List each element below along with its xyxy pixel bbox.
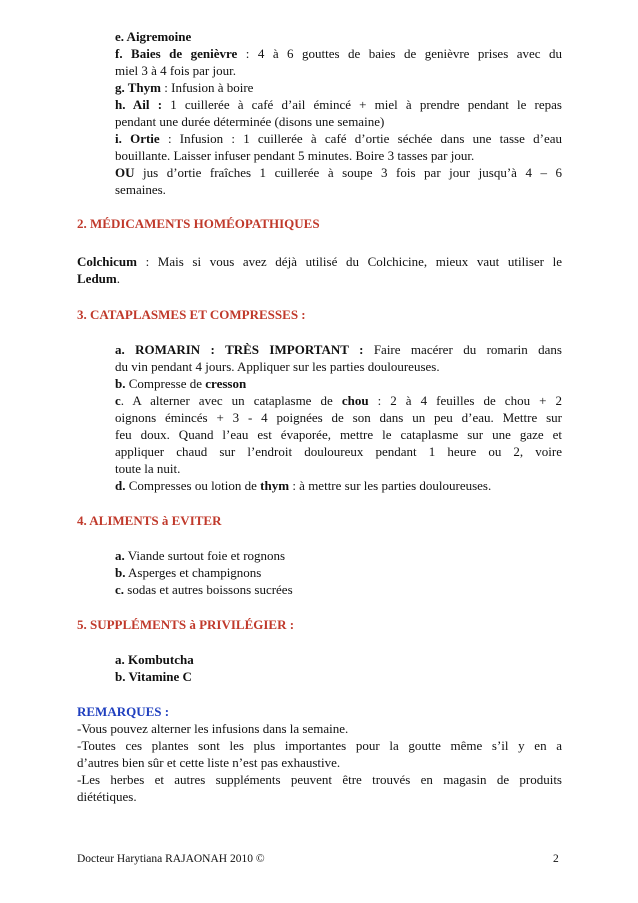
section-3-b: b. Compresse de cresson	[115, 376, 247, 391]
item-g	[115, 79, 562, 96]
colchicum-term: Colchicum	[77, 254, 137, 269]
section-3-heading: 3. CATAPLASMES ET COMPRESSES :	[77, 307, 306, 322]
item-h-line2: pendant une durée déterminée (disons une semaine)	[115, 114, 385, 129]
item-e	[115, 28, 562, 45]
remarks-line5: diététiques.	[77, 789, 137, 804]
item-i-line1	[115, 130, 562, 147]
item-f-title: f. Baies de genièvre	[115, 46, 238, 61]
remarks-line3: d’autres bien sûr et cette liste n’est pas exhaustive.	[77, 755, 341, 770]
section-3-c-line5: toute la nuit.	[115, 461, 181, 476]
section-5-a: a. Kombutcha	[115, 652, 194, 667]
remarks-line4: -Les herbes et autres suppléments peuvent être trouvés en magasin de produits	[77, 772, 562, 787]
item-e-title: e. Aigremoine	[115, 29, 192, 44]
item-g-title: g. Thym	[115, 80, 161, 95]
item-ou-line2: semaines.	[115, 182, 166, 197]
section-2-text1: : Mais si vous avez déjà utilisé du Colchicine, mieux vaut utiliser le	[136, 254, 562, 269]
section-2-line2: Ledum.	[77, 271, 120, 286]
item-f-line2: miel 3 à 4 fois par jour.	[115, 63, 236, 78]
item-ou-text1: jus d’ortie fraîches 1 cuillerée à soupe 3 fois par jour jusqu’à 4 – 6	[134, 165, 562, 180]
section-5-b: b. Vitamine C	[115, 669, 192, 684]
section-3-c-line3: feu doux. Quand l’eau est évaporée, mettre le cataplasme sur une gaze et	[115, 427, 562, 442]
section-3-c-line1: c. A alterner avec un cataplasme de chou : 2 à 4 feuilles de chou + 2	[115, 393, 562, 408]
item-i-text1: : Infusion : 1 cuillerée à café d’ortie séchée dans une tasse d’eau	[159, 131, 562, 146]
page-number: 2	[553, 853, 559, 865]
section-3-c-line2: oignons émincés + 3 - 4 poignées de son dans un peu d’eau. Mettre sur	[115, 410, 562, 425]
romarin-title: a. ROMARIN : TRÈS IMPORTANT :	[115, 342, 364, 357]
item-h-title: h. Ail :	[115, 97, 163, 112]
cresson-term: cresson	[205, 376, 247, 391]
footer-author: Docteur Harytiana RAJAONAH 2010 ©	[77, 853, 265, 865]
item-ou-line1	[115, 164, 562, 181]
chou-term: chou	[341, 393, 369, 408]
section-4-c: c. sodas et autres boissons sucrées	[115, 582, 293, 597]
section-3-d: d. Compresses ou lotion de thym : à mettre sur les parties douloureuses.	[115, 478, 492, 493]
section-4-b: b. Asperges et champignons	[115, 565, 262, 580]
remarks-heading: REMARQUES :	[77, 704, 170, 719]
section-4-a: a. Viande surtout foie et rognons	[115, 548, 286, 563]
section-3-a-line2: du vin pendant 4 jours. Appliquer sur les parties douloureuses.	[115, 359, 440, 374]
item-f-line1	[115, 45, 562, 62]
section-5-heading: 5. SUPPLÉMENTS à PRIVILÉGIER :	[77, 617, 295, 632]
section-3-a-line1: a. ROMARIN : TRÈS IMPORTANT : Faire macérer du romarin dans	[115, 342, 562, 357]
ledum-term: Ledum	[77, 271, 117, 286]
item-i-title: i. Ortie	[115, 131, 160, 146]
item-ou-title: OU	[115, 165, 135, 180]
item-h-text1: 1 cuillerée à café d’ail émincé + miel à prendre pendant le repas	[162, 97, 562, 112]
remarks-line1: -Vous pouvez alterner les infusions dans la semaine.	[77, 721, 349, 736]
remarks-line2: -Toutes ces plantes sont les plus importantes pour la goutte même s’il y en a	[77, 738, 562, 753]
section-2-heading: 2. MÉDICAMENTS HOMÉOPATHIQUES	[77, 216, 320, 231]
item-g-text: : Infusion à boire	[161, 80, 254, 95]
item-f-text1: : 4 à 6 gouttes de baies de genièvre prises avec du	[237, 46, 562, 61]
section-3-c-line4: appliquer chaud sur l’endroit douloureux pendant 1 heure ou 2, voire	[115, 444, 562, 459]
section-2-line1	[77, 253, 562, 270]
item-h-line1	[115, 96, 562, 113]
section-4-heading: 4. ALIMENTS à EVITER	[77, 513, 222, 528]
thym-term: thym	[260, 478, 290, 493]
item-i-line2: bouillante. Laisser infuser pendant 5 minutes. Boire 3 tasses par jour.	[115, 148, 475, 163]
